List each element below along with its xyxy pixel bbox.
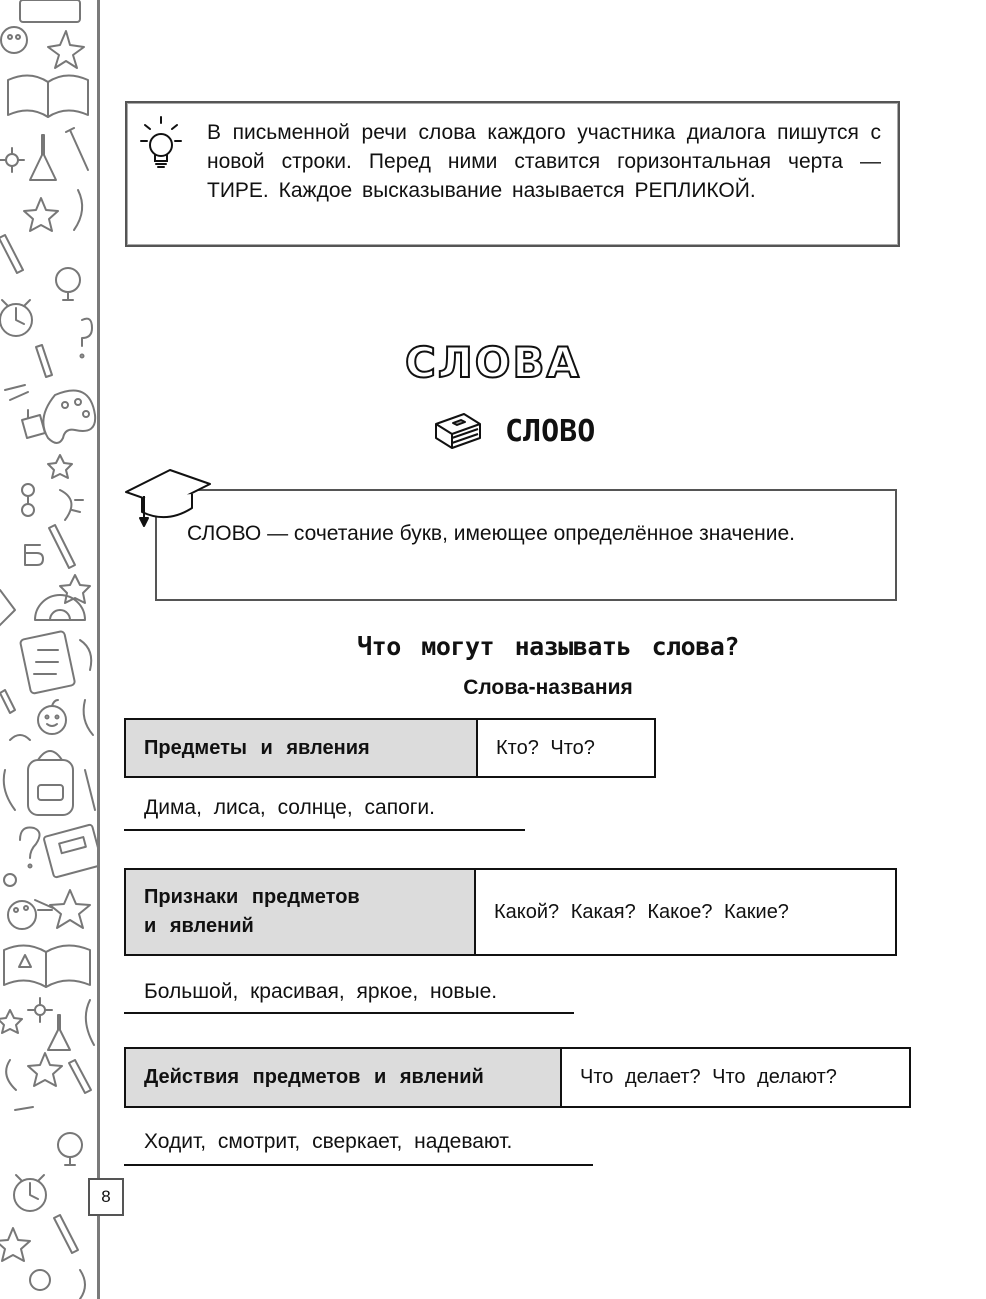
category-table-attributes [124,868,897,956]
info-note-box [125,101,900,247]
category-label: Предметы и явления [126,720,478,776]
note-text: В письменной речи слова каждого участника диалога пишутся с новой строки. Перед ними ставится горизонтальная черта — ТИРЕ. Каждое высказывание называется РЕПЛИКОЙ. [207,121,881,202]
section-title: СЛОВА [405,338,581,387]
example-underline [124,1012,574,1014]
lightbulb-icon [139,113,183,173]
category-example: Дима, лиса, солнце, сапоги. [144,796,435,819]
example-underline [124,1164,593,1166]
subsection-heading [433,410,595,452]
category-questions: Что делает? Что делают? [580,1066,837,1088]
category-label: Действия предметов и явлений [126,1049,562,1106]
category-questions: Кто? Что? [496,736,595,759]
page-number: 8 [88,1178,124,1216]
subsection-title: СЛОВО [505,413,596,449]
subheading: Слова-названия [463,676,633,699]
category-questions: Какой? Какая? Какое? Какие? [494,900,789,923]
category-label: Признаки предметов и явлений [126,870,476,954]
category-example: Большой, красивая, яркое, новые. [144,980,498,1003]
definition-box [155,489,897,601]
example-underline [124,829,525,831]
category-example: Ходит, смотрит, сверкает, надевают. [144,1130,513,1153]
book-icon [433,410,483,452]
question-heading: Что могут называть слова? [357,632,739,661]
category-table-objects [124,718,656,778]
category-table-actions [124,1047,911,1108]
definition-text: СЛОВО — сочетание букв, имеющее определённое значение. [187,522,795,545]
graduation-cap-icon [122,462,212,528]
